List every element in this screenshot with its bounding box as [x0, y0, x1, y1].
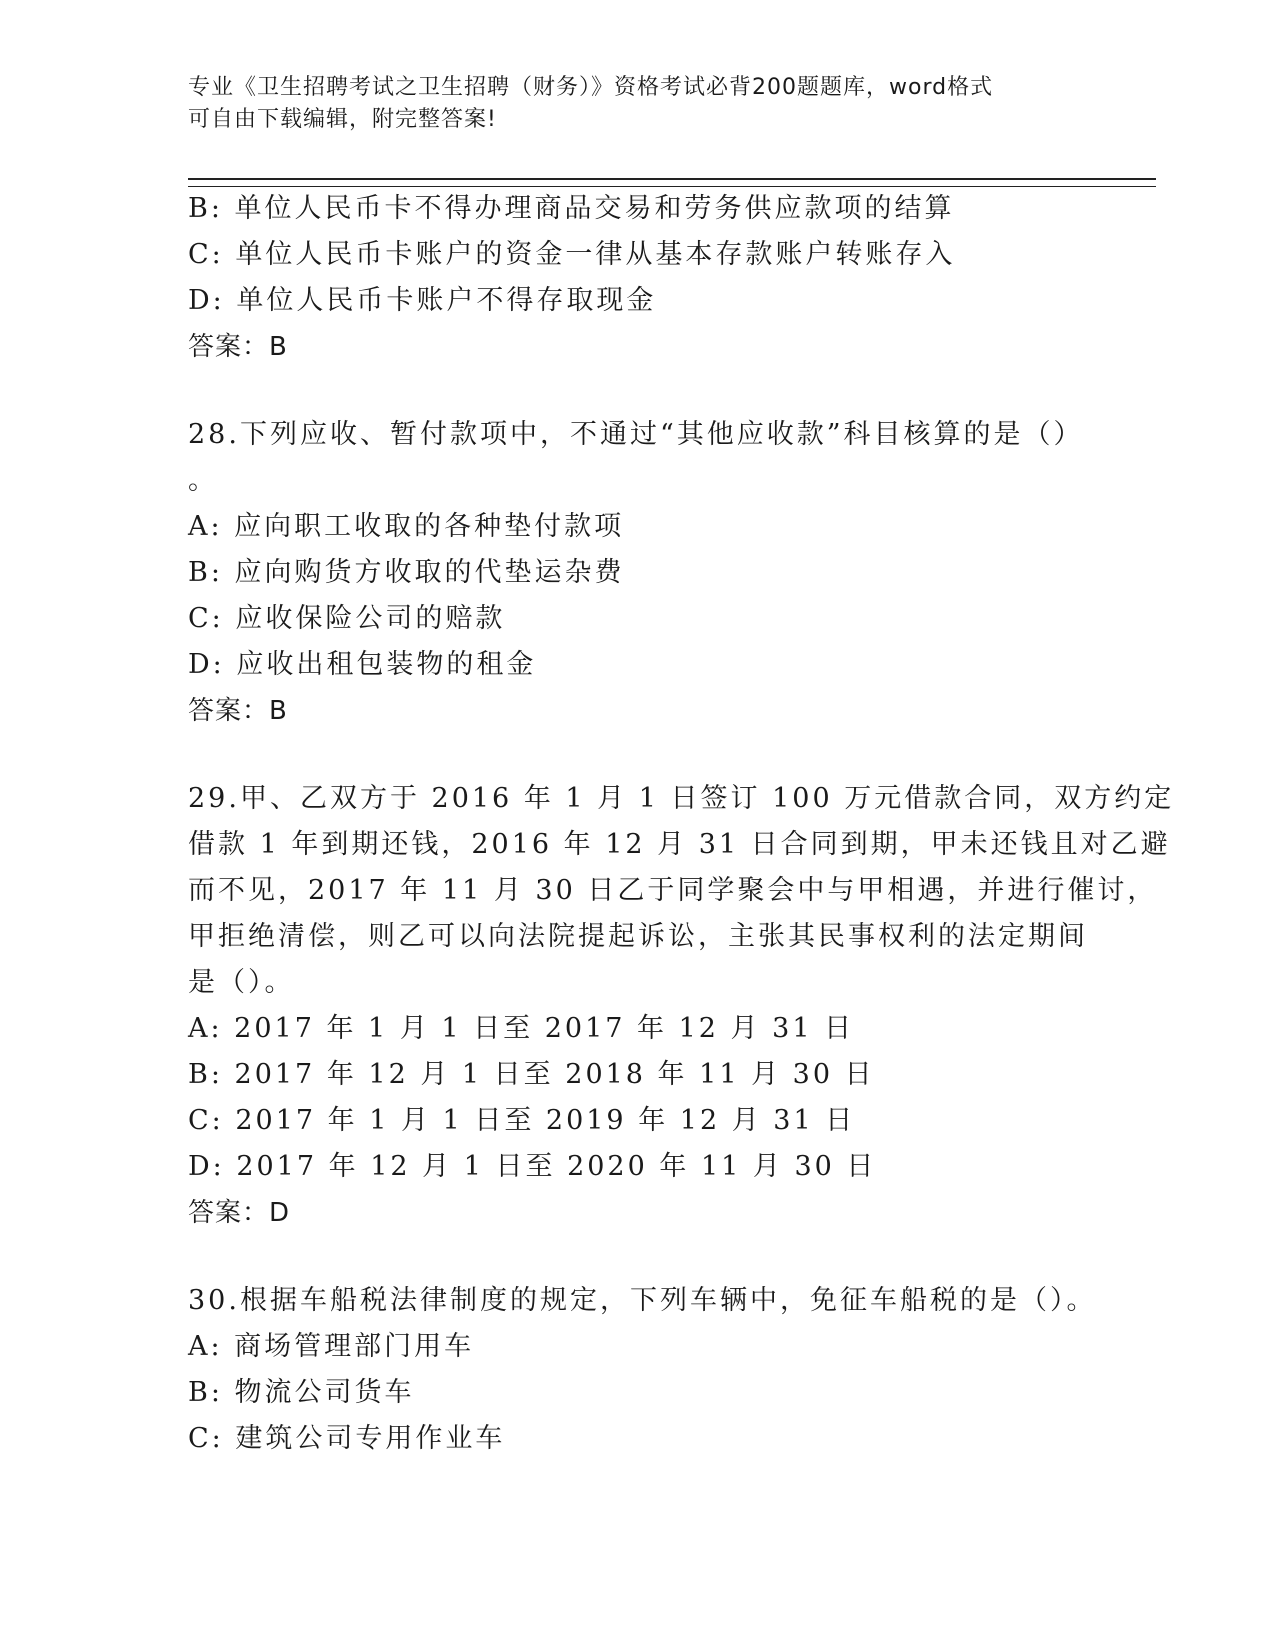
question-text: 而不见，2017 年 11 月 30 日乙于同学聚会中与甲相遇，并进行催讨，: [188, 875, 1158, 906]
question-27-tail: [188, 186, 1078, 370]
spacer: [188, 734, 1078, 776]
option-b: B: 单位人民币卡不得办理商品交易和劳务供应款项的结算: [188, 193, 955, 224]
option-a: A: 应向职工收取的各种垫付款项: [188, 511, 625, 542]
question-text: 甲拒绝清偿，则乙可以向法院提起诉讼，主张其民事权利的法定期间: [188, 921, 1088, 952]
option-c: C: 建筑公司专用作业车: [188, 1423, 506, 1454]
option-c: C: 2017 年 1 月 1 日至 2019 年 12 月 31 日: [188, 1105, 856, 1136]
spacer: [188, 1236, 1078, 1278]
option-a: A: 商场管理部门用车: [188, 1331, 475, 1362]
spacer: [188, 370, 1078, 412]
question-29: [188, 776, 1175, 1236]
option-b: B: 2017 年 12 月 1 日至 2018 年 11 月 30 日: [188, 1059, 875, 1090]
answer: 答案：B: [188, 696, 288, 726]
question-text: 28.下列应收、暂付款项中，不通过“其他应收款”科目核算的是（）: [188, 419, 1084, 450]
answer: 答案：D: [188, 1198, 291, 1228]
option-d: D: 单位人民币卡账户不得存取现金: [188, 285, 657, 316]
option-d: D: 2017 年 12 月 1 日至 2020 年 11 月 30 日: [188, 1151, 877, 1182]
question-text: 30.根据车船税法律制度的规定，下列车辆中，免征车船税的是（）。: [188, 1285, 1097, 1316]
question-30: [188, 1278, 1097, 1462]
option-c: C: 单位人民币卡账户的资金一律从基本存款账户转账存入: [188, 239, 956, 270]
option-c: C: 应收保险公司的赔款: [188, 603, 506, 634]
page-header: [188, 72, 1088, 136]
option-a: A: 2017 年 1 月 1 日至 2017 年 12 月 31 日: [188, 1013, 855, 1044]
option-b: B: 应向购货方收取的代垫运杂费: [188, 557, 625, 588]
document-body: [188, 186, 1175, 1462]
question-text: 借款 1 年到期还钱，2016 年 12 月 31 日合同到期，甲未还钱且对乙避: [188, 829, 1171, 860]
option-b: B: 物流公司货车: [188, 1377, 415, 1408]
question-text: 是（）。: [188, 967, 295, 998]
question-text: 29.甲、乙双方于 2016 年 1 月 1 日签订 100 万元借款合同，双方约定: [188, 783, 1175, 814]
answer: 答案：B: [188, 332, 288, 362]
header-line-2: 可自由下载编辑，附完整答案!: [188, 107, 497, 132]
header-line-1: 专业《卫生招聘考试之卫生招聘（财务）》资格考试必背200题题库，word格式: [188, 75, 994, 100]
question-28: [188, 412, 1084, 734]
question-text: 。: [188, 465, 218, 496]
option-d: D: 应收出租包装物的租金: [188, 649, 537, 680]
